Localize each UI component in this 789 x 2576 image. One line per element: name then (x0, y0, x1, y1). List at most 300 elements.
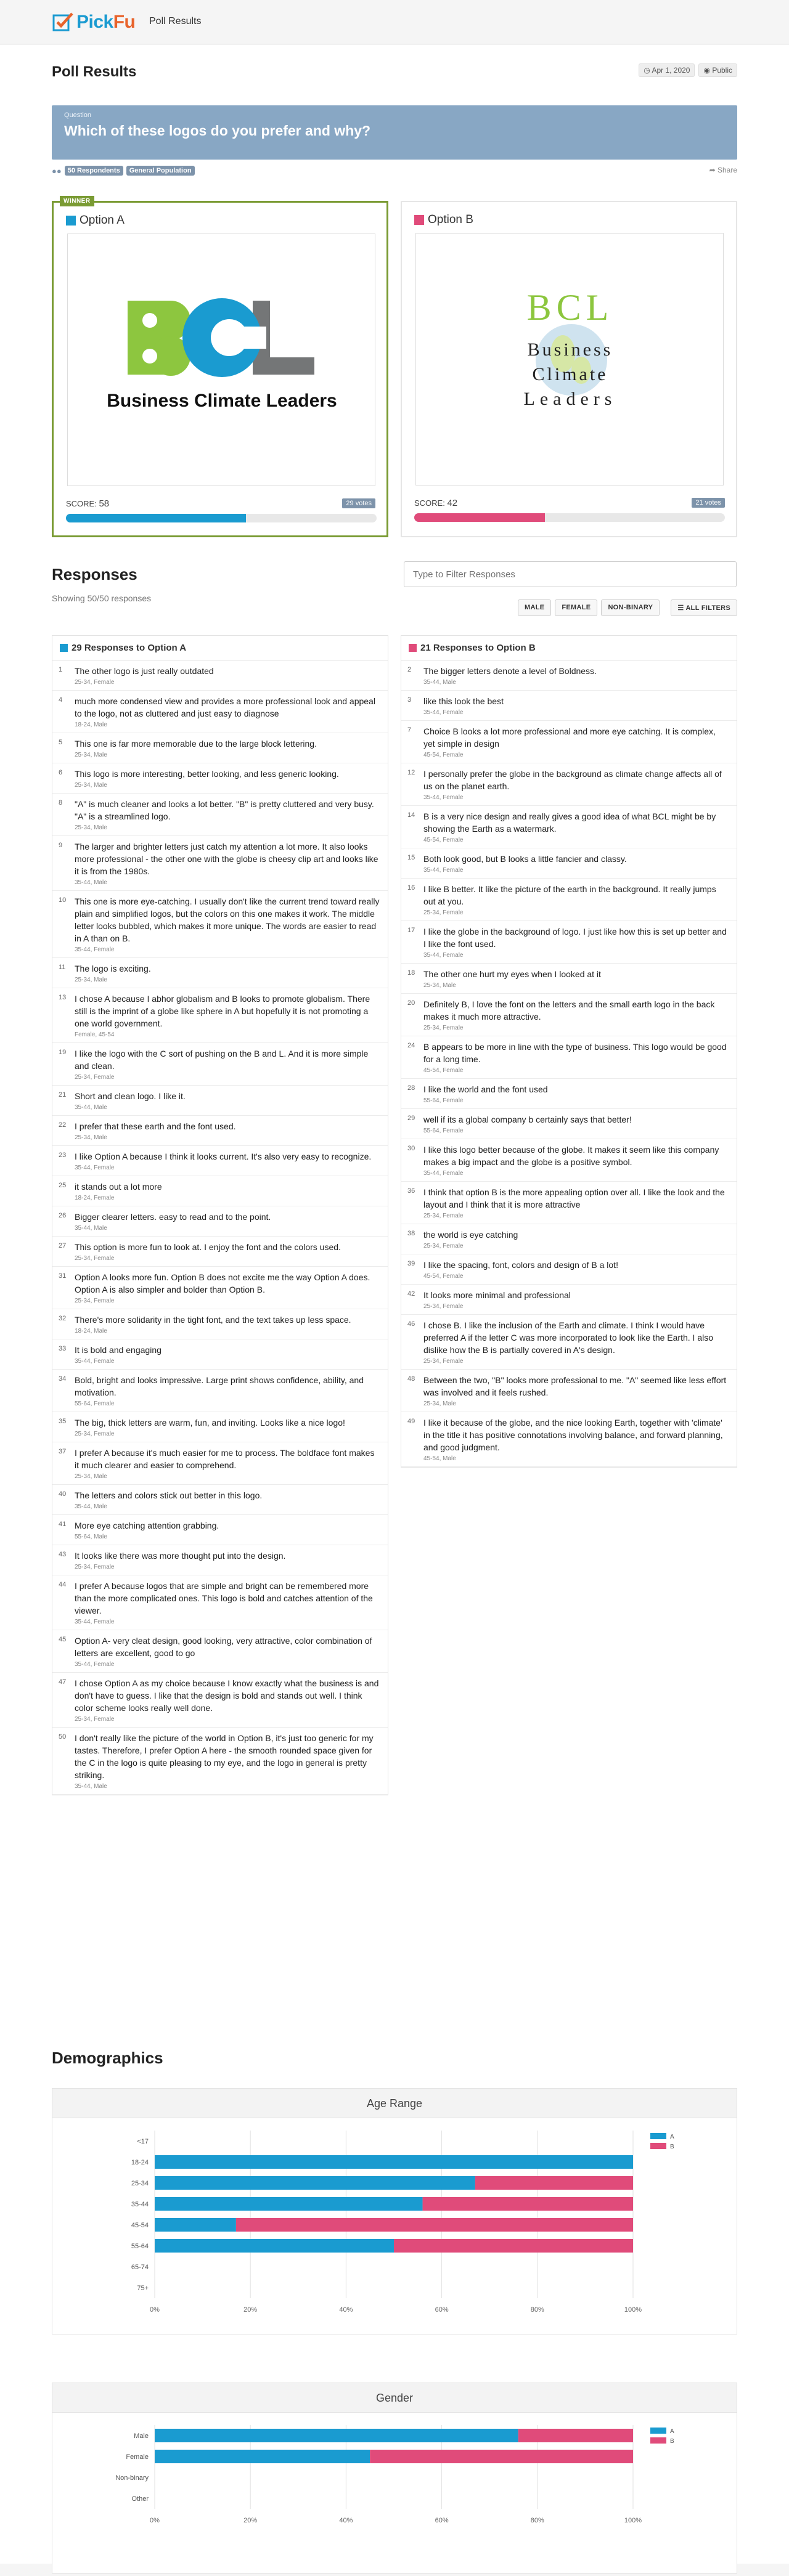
option-b-responses (401, 635, 737, 1468)
score-value: 58 (99, 498, 110, 509)
response-text: The larger and brighter letters just catch my attention a lot more. It also looks more professional - the other one with the globe is cheesy clip art and looks like it is from the 1980s. (75, 842, 378, 876)
response-number: 35 (59, 1418, 67, 1425)
response-number: 6 (59, 769, 63, 776)
response-demographic: 25-34, Female (75, 1564, 115, 1570)
bar-b-55-64 (394, 2239, 633, 2253)
population-tag: General Population (126, 166, 195, 176)
response-number: 14 (407, 811, 415, 819)
bar-b-male (518, 2429, 633, 2442)
response-demographic: 25-34, Female (423, 1358, 464, 1365)
pickfu-logo[interactable] (52, 11, 135, 33)
option-b-score-fill (414, 513, 545, 522)
response-number: 44 (59, 1581, 67, 1588)
response-number: 18 (407, 969, 415, 977)
option-a-responses-title: 29 Responses to Option A (72, 643, 187, 653)
response-item (401, 879, 737, 921)
response-number: 41 (59, 1521, 67, 1528)
option-a-swatch (60, 644, 68, 652)
response-text: There's more solidarity in the tight font, and the text takes up less space. (75, 1315, 351, 1325)
legend-swatch-a (650, 2428, 666, 2434)
option-b-swatch (409, 644, 417, 652)
option-a-response-list (52, 660, 388, 1795)
response-item (52, 660, 388, 691)
response-item (401, 806, 737, 848)
response-item (401, 763, 737, 806)
response-demographic: 35-44, Female (423, 709, 464, 716)
legend-label-a: A (670, 2428, 674, 2435)
response-text: much more condensed view and provides a more professional look and appeal to the logo, not as cluttered and just easy to diagnose (75, 696, 375, 718)
response-text: I don't really like the picture of the world in Option B, it's just too generic for my tastes. Therefore, I prefer Option A here - the smooth rounded space given for the C in the logo is quite pleasing to my eye, and the logo in general is pretty striking. (75, 1733, 374, 1780)
response-item (401, 994, 737, 1036)
brand-fu: Fu (113, 12, 136, 32)
response-number: 23 (59, 1152, 67, 1159)
option-b-responses-header (401, 636, 737, 660)
filter-buttons (518, 599, 737, 616)
visibility-text: Public (712, 66, 732, 75)
legend-label-b: B (670, 2143, 674, 2150)
response-demographic: 25-34, Female (75, 1716, 115, 1723)
filter-female-button[interactable]: FEMALE (555, 599, 597, 616)
bar-a-female (155, 2450, 370, 2463)
response-item (52, 794, 388, 836)
age-range-title: Age Range (52, 2089, 737, 2118)
response-text: I like the logo with the C sort of pushing on the B and L. And it is more simple and clean. (75, 1049, 369, 1071)
legend-swatch-a (650, 2133, 666, 2139)
gender-title: Gender (52, 2383, 737, 2413)
response-text: like this look the best (423, 696, 504, 706)
x-tick-label: 80% (530, 2306, 544, 2314)
response-text: "A" is much cleaner and looks a lot better. "B" is pretty cluttered and very busy. "A" is a streamlined logo. (75, 799, 374, 821)
response-text: The big, thick letters are warm, fun, and inviting. Looks like a nice logo! (75, 1418, 345, 1428)
response-text: I personally prefer the globe in the background as climate change affects all of us on the planet earth. (423, 769, 722, 791)
response-text: I like this logo better because of the globe. It makes it seem like this company makes a big impact and the globe is a positive symbol. (423, 1145, 719, 1167)
response-demographic: 45-54, Female (423, 837, 464, 843)
filter-nonbinary-button[interactable]: NON-BINARY (601, 599, 660, 616)
option-a-responses-header (52, 636, 388, 660)
response-number: 21 (59, 1091, 67, 1099)
response-demographic: 25-34, Female (75, 1255, 115, 1262)
response-demographic: 25-34, Female (423, 1243, 464, 1249)
x-tick-label: 80% (530, 2517, 544, 2524)
response-text: Bigger clearer letters. easy to read and to the point. (75, 1212, 271, 1222)
response-demographic: 25-34, Female (75, 1298, 115, 1304)
response-demographic: 25-34, Male (423, 1400, 456, 1407)
response-text: The other logo is just really outdated (75, 666, 214, 676)
x-tick-label: 100% (624, 2306, 642, 2314)
option-b-score (414, 498, 457, 508)
score-value: 42 (447, 498, 458, 508)
age-range-card (52, 2088, 737, 2334)
response-number: 2 (407, 666, 412, 673)
response-demographic: Female, 45-54 (75, 1031, 115, 1038)
x-tick-label: 100% (624, 2517, 642, 2524)
response-text: Short and clean logo. I like it. (75, 1091, 186, 1101)
response-number: 45 (59, 1636, 67, 1643)
poll-meta (639, 63, 737, 77)
response-text: Option A- very cleat design, good looking, very attractive, color combination of letters are excellent, good to go (75, 1636, 372, 1658)
response-text: I think that option B is the more appealing option over all. I like the look and the layout and I think that it is more attractive (423, 1187, 725, 1209)
response-number: 42 (407, 1290, 415, 1298)
response-text: I like the spacing, font, colors and design of B a lot! (423, 1260, 618, 1270)
response-number: 40 (59, 1490, 67, 1498)
option-a-swatch (66, 216, 76, 226)
main-content (0, 45, 789, 2564)
response-item (52, 1630, 388, 1673)
bar-b-female (370, 2450, 633, 2463)
response-demographic: 45-54, Female (423, 1273, 464, 1280)
option-a-card (52, 198, 388, 537)
response-number: 27 (59, 1242, 67, 1249)
response-item (52, 1339, 388, 1370)
response-demographic: 35-44, Female (75, 946, 115, 953)
demographics-title: Demographics (52, 2049, 163, 2067)
option-a-name: Option A (80, 214, 125, 227)
response-text: I chose B. I like the inclusion of the Earth and climate. I think I would have preferred A if the letter C was more incorporated to look like the Earth. I also dislike how the B is partially covered in A's design. (423, 1320, 714, 1355)
bar-b-45-54 (236, 2218, 633, 2232)
option-a-score-fill (66, 514, 246, 522)
response-item (401, 848, 737, 879)
response-item (52, 1728, 388, 1795)
option-b-response-list (401, 660, 737, 1467)
option-a-header (66, 214, 125, 227)
option-a-score (66, 498, 109, 509)
option-b-swatch (414, 215, 424, 225)
y-category-label: Female (126, 2453, 149, 2461)
response-text: The letters and colors stick out better in this logo. (75, 1490, 263, 1500)
option-a-logo-text: Business Climate Leaders (107, 391, 337, 411)
response-number: 24 (407, 1042, 415, 1049)
response-number: 13 (59, 994, 67, 1001)
response-text: Bold, bright and looks impressive. Large print shows confidence, ability, and motivation. (75, 1375, 364, 1397)
response-text: I prefer that these earth and the font used. (75, 1121, 236, 1131)
y-category-label: 65-74 (131, 2264, 149, 2271)
option-a-logo (68, 234, 375, 486)
brand-pick: Pick (76, 12, 113, 32)
response-number: 8 (59, 799, 63, 807)
response-number: 20 (407, 999, 415, 1007)
response-item (401, 1224, 737, 1254)
response-number: 28 (407, 1084, 415, 1092)
response-text: Choice B looks a lot more professional and more eye catching. It is complex, yet simple in design (423, 726, 716, 749)
response-demographic: 25-34, Female (423, 1303, 464, 1310)
response-item (401, 1036, 737, 1079)
response-item (52, 1206, 388, 1237)
response-item (52, 1575, 388, 1630)
response-text: I like Option A because I think it looks current. It's also very easy to recognize. (75, 1152, 372, 1161)
response-number: 31 (59, 1272, 67, 1280)
response-number: 25 (59, 1182, 67, 1189)
response-demographic: 25-34, Male (423, 982, 456, 989)
y-category-label: 25-34 (131, 2180, 149, 2187)
response-text: I like the world and the font used (423, 1084, 548, 1094)
option-b-header (414, 213, 473, 227)
response-number: 48 (407, 1375, 415, 1383)
legend-swatch-b (650, 2437, 666, 2444)
response-text: This logo is more interesting, better looking, and less generic looking. (75, 769, 339, 779)
response-demographic: 55-64, Male (75, 1534, 107, 1540)
response-item (52, 1370, 388, 1412)
response-item (401, 921, 737, 964)
audience-tags (52, 166, 195, 176)
response-demographic: 25-34, Female (75, 1074, 115, 1081)
response-text: The bigger letters denote a level of Boldness. (423, 666, 597, 676)
response-item (401, 1285, 737, 1315)
response-demographic: 25-34, Male (75, 752, 107, 758)
response-demographic: 25-34, Female (423, 1213, 464, 1219)
x-tick-label: 0% (150, 2306, 160, 2314)
share-icon: ➦ (709, 166, 716, 174)
response-text: This one is far more memorable due to the large block lettering. (75, 739, 317, 749)
response-item (52, 1412, 388, 1442)
y-category-label: 75+ (137, 2285, 149, 2292)
option-b-votes: 21 votes (692, 498, 725, 508)
response-demographic: 35-44, Female (75, 1661, 115, 1668)
response-number: 1 (59, 666, 63, 673)
filter-male-button[interactable]: MALE (518, 599, 551, 616)
response-item (52, 958, 388, 988)
response-demographic: 25-34, Female (423, 1025, 464, 1031)
response-item (401, 660, 737, 691)
legend-label-a: A (670, 2134, 674, 2140)
response-demographic: 25-34, Female (75, 679, 115, 686)
response-number: 36 (407, 1187, 415, 1195)
response-number: 38 (407, 1230, 415, 1237)
age-range-chart (52, 2118, 737, 2334)
nav-poll-results[interactable]: Poll Results (149, 16, 202, 26)
response-text: B appears to be more in line with the type of business. This logo would be good for a long time. (423, 1042, 727, 1064)
option-b-responses-title: 21 Responses to Option B (420, 643, 536, 653)
response-item (401, 1109, 737, 1139)
response-demographic: 25-34, Male (75, 824, 107, 831)
response-demographic: 18-24, Female (75, 1195, 115, 1201)
response-demographic: 35-44, Female (423, 867, 464, 874)
response-number: 19 (59, 1049, 67, 1056)
option-b-name: Option B (428, 213, 473, 226)
y-category-label: 55-64 (131, 2243, 149, 2250)
response-text: I prefer A because it's much easier for me to process. The boldface font makes it much clearer and easier to comprehend. (75, 1448, 375, 1470)
response-text: well if its a global company b certainly says that better! (423, 1115, 632, 1124)
option-b-image[interactable] (415, 233, 724, 486)
score-label: SCORE: (414, 498, 445, 508)
responses-title: Responses (52, 565, 137, 583)
response-item (52, 1515, 388, 1545)
all-filters-button[interactable] (671, 599, 737, 616)
response-demographic: 45-54, Male (423, 1455, 456, 1462)
response-number: 32 (59, 1315, 67, 1322)
response-demographic: 35-44, Male (423, 679, 456, 686)
response-number: 22 (59, 1121, 67, 1129)
response-number: 50 (59, 1733, 67, 1741)
option-b-score-bar (414, 513, 725, 522)
bar-b-35-44 (423, 2197, 633, 2211)
legend-label-b: B (670, 2438, 674, 2445)
response-text: The other one hurt my eyes when I looked at it (423, 969, 601, 979)
option-a-image[interactable] (67, 234, 375, 486)
response-demographic: 35-44, Female (75, 1358, 115, 1365)
response-text: Option A looks more fun. Option B does not excite me the way Option A does. Option A is also simpler and bolder than Option B. (75, 1272, 370, 1294)
response-text: It looks more minimal and professional (423, 1290, 571, 1300)
response-number: 17 (407, 927, 415, 934)
response-item (52, 691, 388, 733)
x-tick-label: 40% (339, 2306, 353, 2314)
response-text: I prefer A because logos that are simple and bright can be remembered more than the more complicated ones. This logo is bold and catches attention of the viewer. (75, 1581, 373, 1615)
winner-badge: WINNER (60, 196, 94, 206)
response-item (401, 1254, 737, 1285)
gender-chart (52, 2413, 737, 2573)
response-demographic: 55-64, Female (423, 1097, 464, 1104)
response-text: it stands out a lot more (75, 1182, 162, 1192)
response-item (52, 1309, 388, 1339)
question-label: Question (64, 112, 92, 119)
share-link[interactable] (709, 166, 737, 174)
bar-a-45-54 (155, 2218, 236, 2232)
response-number: 29 (407, 1115, 415, 1122)
response-demographic: 55-64, Female (75, 1400, 115, 1407)
response-item (52, 836, 388, 891)
x-tick-label: 0% (150, 2517, 160, 2524)
share-label: Share (717, 166, 737, 174)
response-text: It is bold and engaging (75, 1345, 161, 1355)
response-text: Definitely B, I love the font on the letters and the small earth logo in the back makes it much more attractive. (423, 999, 715, 1022)
option-a-votes: 29 votes (342, 498, 375, 508)
response-number: 7 (407, 726, 412, 734)
response-text: The logo is exciting. (75, 964, 151, 973)
response-item (401, 1412, 737, 1467)
response-item (52, 1442, 388, 1485)
option-b-logo-line3: Leaders (523, 389, 617, 409)
response-text: the world is eye catching (423, 1230, 518, 1240)
response-text: I like B better. It like the picture of the earth in the background. It really jumps out at you. (423, 884, 716, 906)
response-item (52, 1267, 388, 1309)
response-text: B is a very nice design and really gives a good idea of what BCL might be by showing the Earth as a watermark. (423, 811, 716, 834)
question-box (52, 105, 737, 160)
response-number: 39 (407, 1260, 415, 1267)
x-tick-label: 20% (243, 2306, 258, 2314)
y-category-label: 35-44 (131, 2201, 149, 2208)
response-number: 47 (59, 1678, 67, 1686)
response-number: 10 (59, 896, 67, 904)
response-item (401, 964, 737, 994)
option-b-logo-line2: Climate (532, 364, 608, 384)
response-number: 12 (407, 769, 415, 776)
response-item (52, 891, 388, 958)
response-text: I chose A because I abhor globalism and B looks to promote globalism. There still is the imprint of a globe like sphere in A but hopefully it is not promoting a one world government. (75, 994, 370, 1028)
response-demographic: 25-34, Female (75, 1431, 115, 1437)
response-item (401, 1079, 737, 1109)
response-demographic: 35-44, Male (75, 879, 107, 886)
response-demographic: 35-44, Female (75, 1164, 115, 1171)
response-text: It looks like there was more thought put into the design. (75, 1551, 286, 1561)
y-category-label: Non-binary (115, 2474, 149, 2482)
bar-a-55-64 (155, 2239, 394, 2253)
response-text: I chose Option A as my choice because I know exactly what the business is and don't have to guess. I like that the design is bold and stands out well. I think color scheme looks really well done. (75, 1678, 379, 1713)
response-item (52, 1485, 388, 1515)
response-demographic: 35-44, Female (75, 1619, 115, 1625)
date-text: Apr 1, 2020 (652, 66, 690, 75)
response-demographic: 35-44, Female (423, 952, 464, 959)
option-b-logo-line1: Business (527, 339, 613, 360)
question-text: Which of these logos do you prefer and why? (64, 123, 371, 139)
response-number: 9 (59, 842, 63, 849)
response-item (52, 733, 388, 763)
response-demographic: 35-44, Male (75, 1225, 107, 1232)
response-item (401, 1370, 737, 1412)
response-demographic: 35-44, Male (75, 1104, 107, 1111)
response-demographic: 45-54, Female (423, 752, 464, 758)
response-demographic: 35-44, Male (75, 1783, 107, 1790)
response-item (401, 1182, 737, 1224)
response-item (52, 1545, 388, 1575)
response-demographic: 55-64, Female (423, 1128, 464, 1134)
x-tick-label: 40% (339, 2517, 353, 2524)
response-text: I like the globe in the background of logo. I just like how this is set up better and I like the font used. (423, 927, 727, 949)
option-b-card (401, 201, 737, 537)
y-category-label: 18-24 (131, 2159, 149, 2166)
response-number: 15 (407, 854, 415, 861)
response-item (52, 1176, 388, 1206)
response-item (401, 1315, 737, 1370)
y-category-label: 45-54 (131, 2222, 149, 2229)
response-number: 43 (59, 1551, 67, 1558)
checkbox-logo-icon (52, 11, 74, 33)
response-item (52, 1673, 388, 1728)
response-demographic: 18-24, Male (75, 1328, 107, 1335)
gender-card (52, 2383, 737, 2574)
response-item (52, 1237, 388, 1267)
bar-a-18-24 (155, 2155, 633, 2169)
response-number: 3 (407, 696, 412, 704)
visibility-badge (698, 63, 737, 77)
top-bar (0, 0, 789, 44)
response-number: 16 (407, 884, 415, 892)
response-item (52, 1086, 388, 1116)
response-item (52, 1116, 388, 1146)
response-text: Both look good, but B looks a little fancier and classy. (423, 854, 627, 864)
response-number: 30 (407, 1145, 415, 1152)
response-text: Between the two, "B" looks more professional to me. "A" seemed like less effort was involved and it feels rushed. (423, 1375, 727, 1397)
response-demographic: 35-44, Female (423, 1170, 464, 1177)
response-number: 37 (59, 1448, 67, 1455)
response-item (401, 691, 737, 721)
bar-a-35-44 (155, 2197, 423, 2211)
x-tick-label: 20% (243, 2517, 258, 2524)
y-category-label: <17 (137, 2138, 149, 2145)
response-text: I like it because of the globe, and the nice looking Earth, together with 'climate' in the title it has positive connotations involving balance, and forward planning, and good judgment. (423, 1418, 723, 1452)
score-label: SCORE: (66, 499, 97, 508)
filter-icon: ☰ (677, 604, 684, 612)
response-demographic: 25-34, Male (75, 1134, 107, 1141)
response-number: 5 (59, 739, 63, 746)
response-text: This option is more fun to look at. I enjoy the font and the colors used. (75, 1242, 341, 1252)
x-tick-label: 60% (435, 2306, 449, 2314)
response-demographic: 45-54, Female (423, 1067, 464, 1074)
response-item (52, 988, 388, 1043)
response-item (401, 721, 737, 763)
response-item (52, 1146, 388, 1176)
response-demographic: 25-34, Male (75, 782, 107, 789)
response-item (401, 1139, 737, 1182)
users-icon: ●● (52, 166, 62, 176)
bar-a-male (155, 2429, 518, 2442)
option-a-responses (52, 635, 388, 1795)
response-number: 26 (59, 1212, 67, 1219)
respondents-tag: 50 Respondents (65, 166, 123, 176)
x-tick-label: 60% (435, 2517, 449, 2524)
filter-responses-input[interactable] (404, 561, 737, 587)
option-a-score-bar (66, 514, 377, 522)
eye-icon: ◉ (703, 66, 710, 75)
response-number: 34 (59, 1375, 67, 1383)
